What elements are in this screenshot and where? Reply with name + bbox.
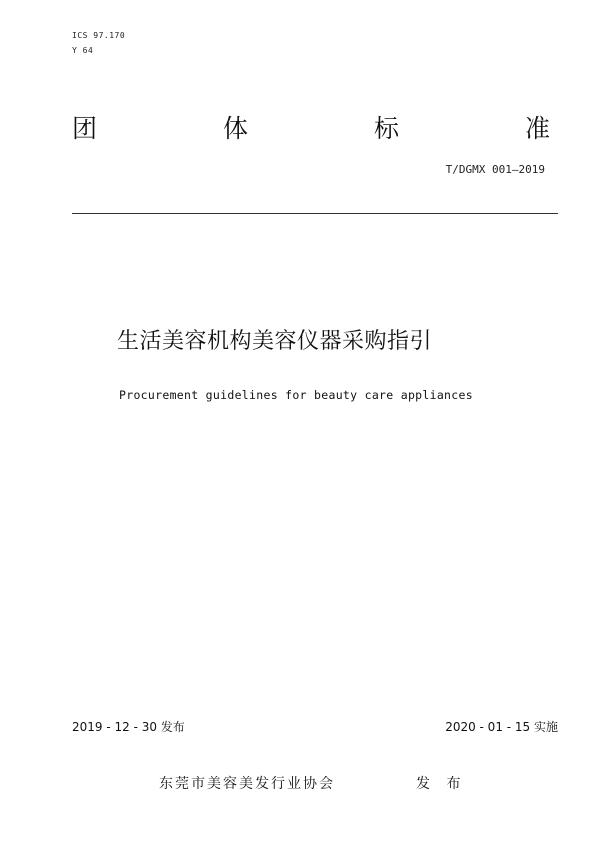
standard-type-char: 团 xyxy=(72,114,98,143)
document-title-english: Procurement guidelines for beauty care appliances xyxy=(119,388,473,402)
header-divider xyxy=(72,213,558,214)
document-title-chinese: 生活美容机构美容仪器采购指引 xyxy=(117,329,433,354)
implementation-date: 2020 - 01 - 15 实施 xyxy=(445,720,558,734)
issue-date: 2019 - 12 - 30 发布 xyxy=(72,720,185,734)
standard-type-char: 体 xyxy=(222,114,248,143)
ccs-code: Y 64 xyxy=(72,46,94,55)
publisher-name: 东莞市美容美发行业协会 xyxy=(159,776,335,792)
standard-number: T/DGMX 001—2019 xyxy=(445,163,545,176)
publish-label: 发 布 xyxy=(416,776,467,792)
standard-type-char: 准 xyxy=(524,114,550,143)
standard-type-heading xyxy=(72,114,550,144)
ics-code: ICS 97.170 xyxy=(72,31,126,40)
standard-type-char: 标 xyxy=(373,114,399,143)
